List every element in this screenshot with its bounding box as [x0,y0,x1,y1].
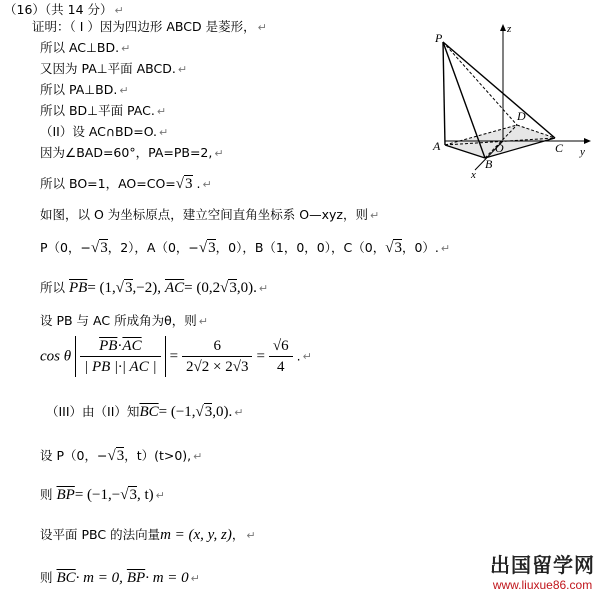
label-z: z [507,23,512,35]
cos-formula: cos θ $\frac{\overline{PB}\cdot\overline{AC}}{| PB |\cdot| AC |}$ = $\frac{6}{2√2 \times 2√3}$ = $\frac{√6}{4}$ . ↵ [40,338,312,375]
label-C: C [555,141,564,155]
label-D: D [517,109,526,123]
proof-line: 如图，以 O 为坐标原点，建立空间直角坐标系 O—xyz，则 ↵ [40,207,380,222]
edge-PA [443,42,445,145]
proof-line: （III）由（II）知$\overline{BC}= (-1,√3,0)$. ↵ [46,404,244,420]
proof-line: 设 P（0，−√3，t）(t>0), ↵ [40,448,203,464]
pyramid-figure [425,20,595,180]
proof-line: 所以 AC⊥BD. ↵ [40,40,131,55]
proof-line: 则 $\overline{BC}\cdot m = 0$, $\overline{BP}\cdot m = 0$ ↵ [40,570,200,586]
proof-line: 又因为 PA⊥平面 ABCD. ↵ [40,61,188,76]
z-axis-arrow [500,24,506,31]
label-x: x [471,169,476,180]
proof-line: 则 $\overline{BP}= (-1,-√3$, t) ↵ [40,487,165,503]
edge-PD [443,42,517,125]
proof-line: 证明：（ I ）因为四边形 ABCD 是菱形， ↵ [32,19,267,34]
label-O: O [495,141,504,155]
label-B: B [485,157,493,171]
y-axis-arrow [584,138,591,144]
proof-line: 设平面 PBC 的法向量m = (x, y, z)， ↵ [40,527,256,543]
label-A: A [433,139,441,153]
proof-line: 所以 BD⊥平面 PAC. ↵ [40,103,167,118]
problem-header: （16）（共 14 分） ↵ [4,2,124,17]
proof-line: P（0，−√3，2），A（0，−√3，0），B（1，0，0），C（0，√3，0）. ↵ [40,240,451,256]
watermark-logo: 出国留学网 www.liuxue86.com [490,553,595,592]
proof-line: 因为∠BAD=60°，PA=PB=2, ↵ [40,145,224,160]
label-P: P [435,31,443,45]
proof-line: 所以 BO=1，AO=CO=√3 . ↵ [40,176,212,192]
label-y: y [580,146,585,158]
proof-line: （II）设 AC∩BD=O. ↵ [40,124,169,139]
proof-line: 所以 $\overline{PB}= (1,√3,-2)$, $\overline{AC}= (0,2√3,0)$. ↵ [40,280,269,296]
proof-line: 所以 PA⊥BD. ↵ [40,82,129,97]
proof-line: 设 PB 与 AC 所成角为θ，则 ↵ [40,313,208,328]
